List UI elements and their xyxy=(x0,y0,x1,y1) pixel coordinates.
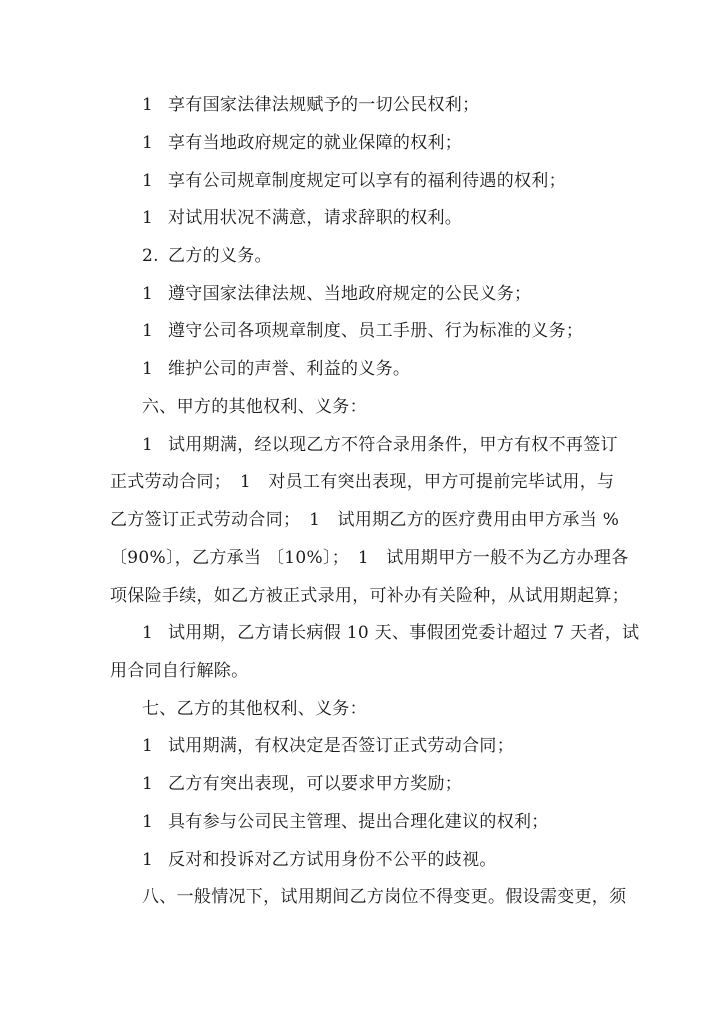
item-number: 2. xyxy=(142,246,159,266)
section-heading xyxy=(142,697,620,721)
item-number: 1 xyxy=(142,133,154,153)
heading-text: 六、甲方的其他权利、义务： xyxy=(142,397,367,417)
item-text: 享有公司规章制度规定可以享有的福利待遇的权利； xyxy=(168,171,566,191)
item-number: 1 xyxy=(142,171,154,191)
paragraph-line xyxy=(110,659,620,683)
heading-text: 七、乙方的其他权利、义务： xyxy=(142,699,367,719)
item-text: 试用期满，有权决定是否签订正式劳动合同； xyxy=(168,736,514,756)
item-number: 1 xyxy=(142,623,154,643)
line-text: 乙方签订正式劳动合同； 1 试用期乙方的医疗费用由甲方承当 % xyxy=(110,510,620,530)
list-item xyxy=(142,772,620,796)
item-number: 1 xyxy=(142,95,154,115)
list-item xyxy=(142,848,620,872)
list-item xyxy=(142,206,620,230)
item-number: 1 xyxy=(142,774,154,794)
item-text: 享有当地政府规定的就业保障的权利； xyxy=(168,133,463,153)
list-item xyxy=(142,734,620,758)
list-item xyxy=(142,357,620,381)
list-item xyxy=(142,433,620,457)
item-number: 1 xyxy=(142,321,154,341)
list-item xyxy=(142,93,620,117)
list-item xyxy=(142,244,620,268)
item-number: 1 xyxy=(142,435,154,455)
item-number: 1 xyxy=(142,359,154,379)
list-item xyxy=(142,621,640,645)
list-item xyxy=(142,810,620,834)
paragraph-line xyxy=(110,470,620,494)
item-text: 试用期，乙方请长病假 10 天、事假团党委计超过 7 天者，试 xyxy=(168,623,640,643)
item-number: 1 xyxy=(142,850,154,870)
paragraph-line xyxy=(110,546,629,570)
item-number: 1 xyxy=(142,284,154,304)
list-item xyxy=(142,169,620,193)
item-text: 维护公司的声誉、利益的义务。 xyxy=(168,359,411,379)
list-item xyxy=(142,131,620,155)
item-text: 对试用状况不满意，请求辞职的权利。 xyxy=(168,208,463,228)
item-text: 具有参与公司民主管理、提出合理化建议的权利； xyxy=(168,812,549,832)
item-text: 反对和投诉对乙方试用身份不公平的歧视。 xyxy=(168,850,497,870)
line-text: 〔90%〕，乙方承当 〔10%〕； 1 试用期甲方一般不为乙方办理各 xyxy=(110,548,629,568)
section-heading xyxy=(142,395,620,419)
line-text: 用合同自行解除。 xyxy=(110,661,249,681)
paragraph-line xyxy=(110,584,629,608)
item-text: 试用期满，经以现乙方不符合录用条件，甲方有权不再签订 xyxy=(168,435,618,455)
item-text: 遵守国家法律法规、当地政府规定的公民义务； xyxy=(168,284,532,304)
item-text: 乙方有突出表现，可以要求甲方奖励； xyxy=(168,774,463,794)
heading-text: 八、一般情况下，试用期间乙方岗位不得变更。假设需变更，须 xyxy=(142,887,627,907)
line-text: 正式劳动合同； 1 对员工有突出表现，甲方可提前完毕试用，与 xyxy=(110,472,615,492)
item-number: 1 xyxy=(142,812,154,832)
list-item xyxy=(142,319,620,343)
section-heading xyxy=(142,885,627,909)
item-text: 遵守公司各项规章制度、员工手册、行为标准的义务； xyxy=(168,321,584,341)
item-number: 1 xyxy=(142,208,154,228)
item-text: 享有国家法律法规赋予的一切公民权利； xyxy=(168,95,480,115)
list-item xyxy=(142,282,620,306)
line-text: 项保险手续，如乙方被正式录用，可补办有关险种，从试用期起算； xyxy=(110,586,629,606)
paragraph-line xyxy=(110,508,620,532)
item-text: 乙方的义务。 xyxy=(168,246,272,266)
item-number: 1 xyxy=(142,736,154,756)
